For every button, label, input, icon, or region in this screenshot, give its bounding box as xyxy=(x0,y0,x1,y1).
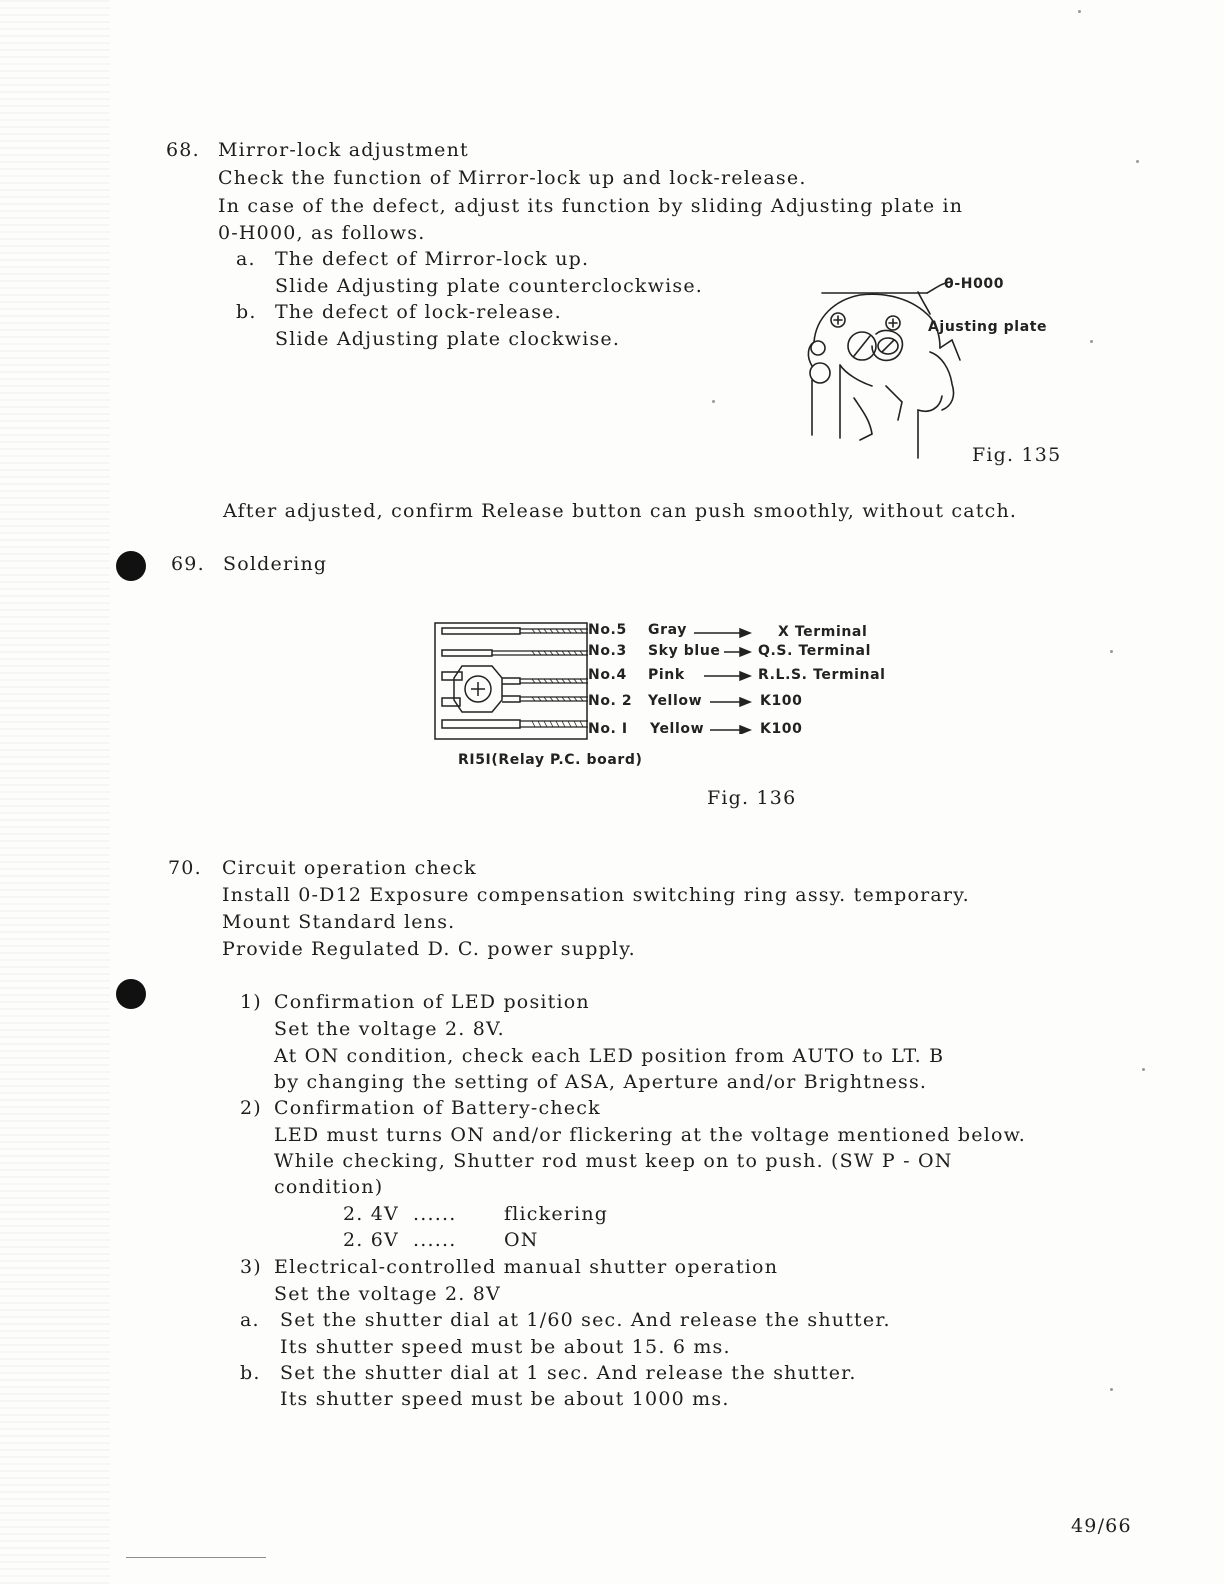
item-text: Set the shutter dial at 1 sec. And release the shutter. xyxy=(280,1362,857,1384)
item-label: b. xyxy=(236,301,257,323)
item-text: Set the shutter dial at 1/60 sec. And release the shutter. xyxy=(280,1309,891,1331)
voltage-dots: ...... xyxy=(413,1203,457,1225)
wire-color: Sky blue xyxy=(648,643,721,659)
scan-speck xyxy=(1142,1068,1145,1071)
scan-speck xyxy=(1078,10,1081,13)
wire-color: Pink xyxy=(648,667,685,683)
step-title: Confirmation of LED position xyxy=(274,991,590,1013)
item-label: a. xyxy=(240,1309,260,1331)
wire-target: X Terminal xyxy=(778,624,868,640)
wire-number: No. I xyxy=(588,721,628,737)
section-69-number: 69. xyxy=(171,553,205,575)
wire-target: K100 xyxy=(760,693,803,709)
item-label: b. xyxy=(240,1362,261,1384)
section-70-intro: Mount Standard lens. xyxy=(222,911,456,933)
wire-color: Gray xyxy=(648,622,687,638)
step-label: 3) xyxy=(240,1256,262,1278)
section-68-line: 0-H000, as follows. xyxy=(218,222,426,244)
scan-edge-line xyxy=(126,1557,266,1558)
relay-board-drawing xyxy=(432,618,592,746)
scan-speck xyxy=(1090,340,1093,343)
wire-target: R.L.S. Terminal xyxy=(758,667,886,683)
item-subtext: Its shutter speed must be about 15. 6 ms. xyxy=(280,1336,731,1358)
section-68-title: Mirror-lock adjustment xyxy=(218,139,469,161)
item-subtext: Slide Adjusting plate clockwise. xyxy=(275,328,621,350)
wire-target: K100 xyxy=(760,721,803,737)
wire-arrows xyxy=(690,624,770,734)
mirror-lock-mechanism-drawing xyxy=(790,270,990,462)
section-68-line: Check the function of Mirror-lock up and lock-release. xyxy=(218,167,807,189)
board-label: RI5I(Relay P.C. board) xyxy=(458,752,643,768)
step-line: condition) xyxy=(274,1176,384,1198)
wire-number: No.4 xyxy=(588,667,627,683)
scan-speck xyxy=(712,400,715,403)
section-70-intro: Provide Regulated D. C. power supply. xyxy=(222,938,636,960)
section-70-title: Circuit operation check xyxy=(222,857,477,879)
step-line: LED must turns ON and/or flickering at the voltage mentioned below. xyxy=(274,1124,1027,1146)
step-line: Set the voltage 2. 8V xyxy=(274,1283,501,1305)
figure-caption: Fig. 135 xyxy=(972,444,1062,466)
page-number: 49/66 xyxy=(1071,1515,1132,1537)
section-70-intro: Install 0-D12 Exposure compensation switching ring assy. temporary. xyxy=(222,884,970,906)
scan-speck xyxy=(1110,1388,1113,1391)
item-subtext: Its shutter speed must be about 1000 ms. xyxy=(280,1388,730,1410)
figure-label-plate: Ajusting plate xyxy=(928,319,1048,335)
item-label: a. xyxy=(236,248,256,270)
wire-number: No.5 xyxy=(588,622,627,638)
scan-speck xyxy=(1136,160,1139,163)
voltage-state: flickering xyxy=(504,1203,609,1225)
scan-speck xyxy=(1110,650,1113,653)
step-label: 2) xyxy=(240,1097,262,1119)
section-68-number: 68. xyxy=(166,139,200,161)
voltage-dots: ...... xyxy=(413,1229,457,1251)
voltage-value: 2. 6V xyxy=(343,1229,399,1251)
item-text: The defect of lock-release. xyxy=(275,301,562,323)
figure-label-part: 0-H000 xyxy=(944,276,1005,292)
step-line: by changing the setting of ASA, Aperture and/or Brightness. xyxy=(274,1071,928,1093)
figure-caption: Fig. 136 xyxy=(707,787,797,809)
step-title: Electrical-controlled manual shutter operation xyxy=(274,1256,779,1278)
wire-number: No.3 xyxy=(588,643,627,659)
punch-hole-mark xyxy=(116,979,146,1009)
after-adjust-note: After adjusted, confirm Release button can push smoothly, without catch. xyxy=(223,500,1018,522)
wire-color: Yellow xyxy=(648,693,703,709)
step-line: At ON condition, check each LED position from AUTO to LT. B xyxy=(274,1045,945,1067)
item-text: The defect of Mirror-lock up. xyxy=(275,248,590,270)
section-68-line: In case of the defect, adjust its function by sliding Adjusting plate in xyxy=(218,195,964,217)
section-70-number: 70. xyxy=(168,857,202,879)
wire-number: No. 2 xyxy=(588,693,633,709)
step-label: 1) xyxy=(240,991,262,1013)
step-line: While checking, Shutter rod must keep on to push. (SW P - ON xyxy=(274,1150,953,1172)
section-69-title: Soldering xyxy=(223,553,328,575)
scan-edge-grain xyxy=(0,0,110,1584)
wire-color: Yellow xyxy=(650,721,705,737)
step-title: Confirmation of Battery-check xyxy=(274,1097,601,1119)
voltage-state: ON xyxy=(504,1229,539,1251)
punch-hole-mark xyxy=(116,551,146,581)
voltage-value: 2. 4V xyxy=(343,1203,399,1225)
step-line: Set the voltage 2. 8V. xyxy=(274,1018,505,1040)
item-subtext: Slide Adjusting plate counterclockwise. xyxy=(275,275,704,297)
wire-target: Q.S. Terminal xyxy=(758,643,871,659)
